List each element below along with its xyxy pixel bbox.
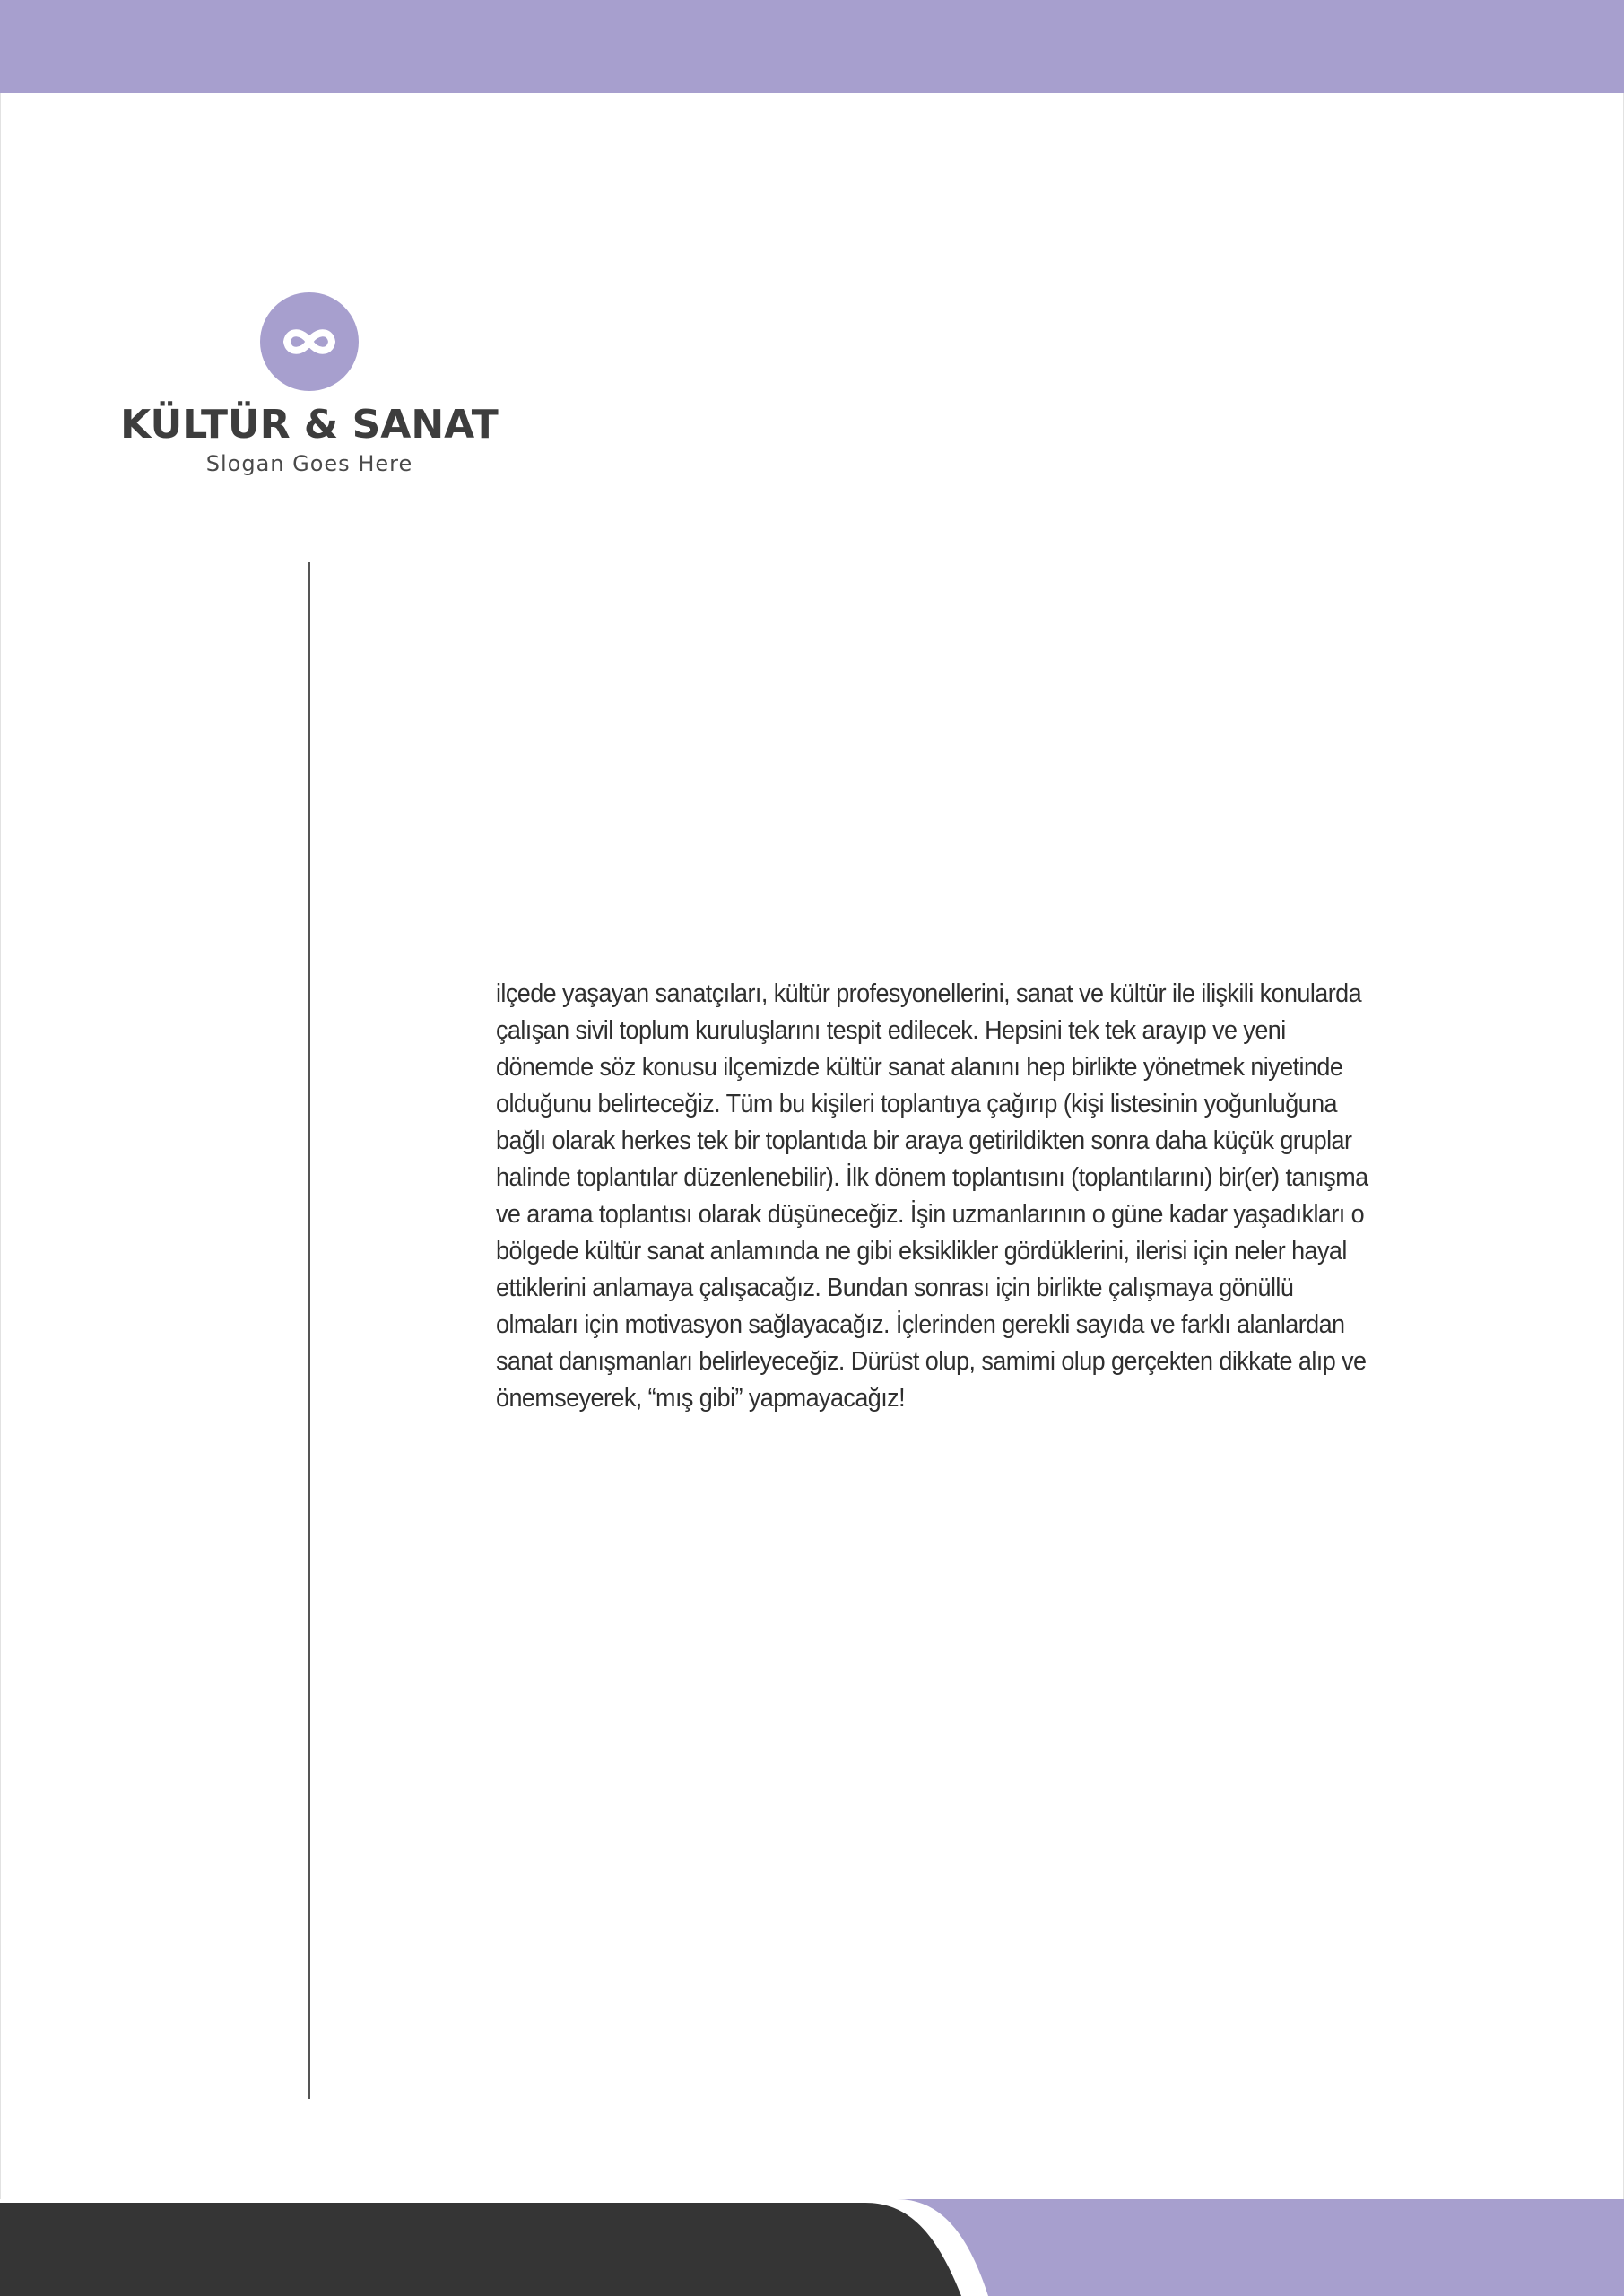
- slogan: Slogan Goes Here: [205, 451, 413, 476]
- logo-badge: [260, 292, 359, 391]
- margin-rule: [308, 562, 310, 2099]
- footer-dark: [0, 2203, 961, 2296]
- infinity-icon: [278, 324, 341, 360]
- brand-name: KÜLTÜR & SANAT: [120, 402, 499, 448]
- body-paragraph: ilçede yaşayan sanatçıları, kültür profesyonellerini, sanat ve kültür ile ilişkili konularda çalışan sivil toplum kuruluşlarını tespit edilecek. Hepsini tek tek arayıp ve yeni dönemde söz konusu ilçemizde kültür sanat alanını hep birlikte yönetmek niyetinde olduğunu belirteceğiz. Tüm bu kişileri toplantıya çağırıp (kişi listesinin yoğunluğuna bağlı olarak herkes tek bir toplantıda bir araya getirildikten sonra daha küçük gruplar halinde toplantılar düzenlenebilir). İlk dönem toplantısını (toplantılarını) bir(er) tanışma ve arama toplantısı olarak düşüneceğiz. İşin uzmanlarının o güne kadar yaşadıkları o bölgede kültür sanat anlamında ne gibi eksiklikler gördüklerini, ilerisi için neler hayal ettiklerini anlamaya çalışacağız. Bundan sonrası için birlikte çalışmaya gönüllü olmaları için motivasyon sağlayacağız. İçlerinden gerekli sayıda ve farklı alanlardan sanat danışmanları belirleyeceğiz. Dürüst olup, samimi olup gerçekten dikkate alıp ve önemseyerek, “mış gibi” yapmayacağız!: [496, 979, 1368, 1413]
- header-band: [0, 0, 1624, 93]
- footer-band: [0, 2199, 1624, 2296]
- letterhead-logo: [108, 292, 511, 475]
